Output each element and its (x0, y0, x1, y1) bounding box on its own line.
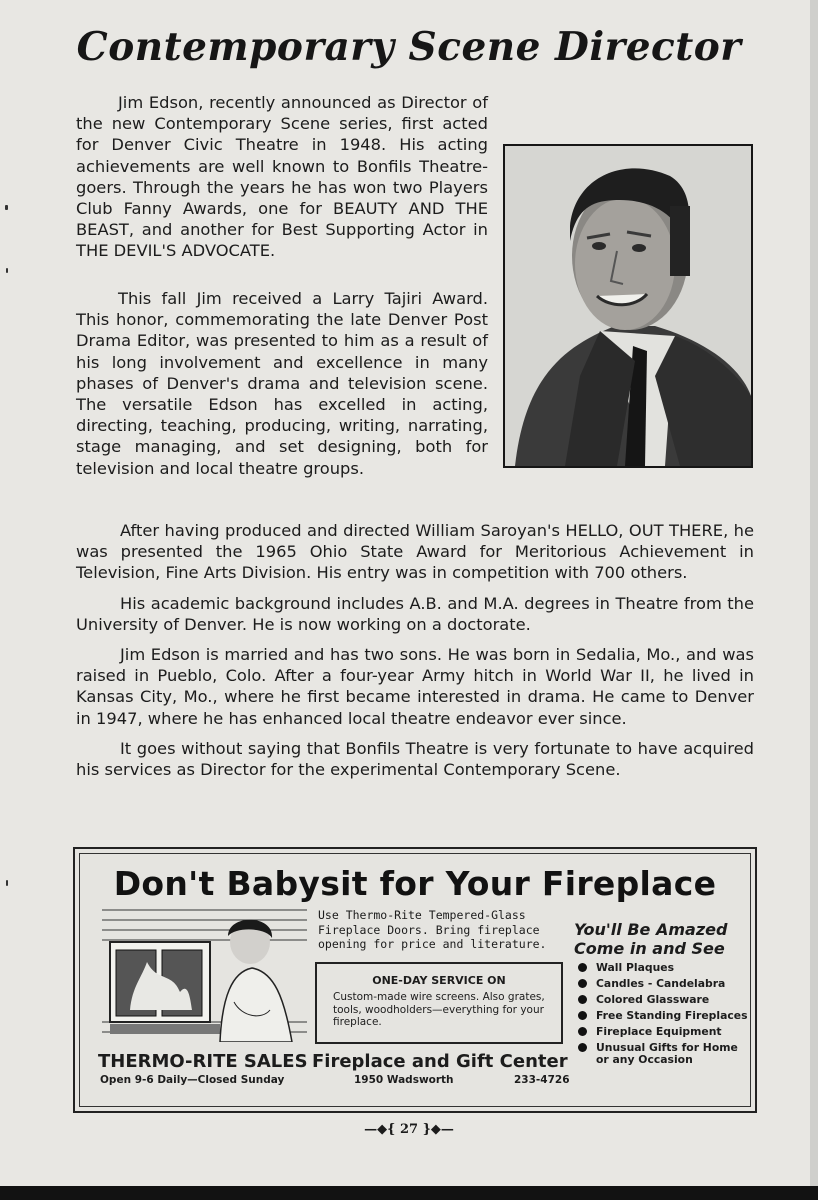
amazed-tagline (574, 920, 744, 958)
amazed-line-2: Come in and See (574, 939, 725, 958)
article-paragraph-1 (76, 92, 488, 262)
page-number-value: 27 (399, 1122, 419, 1137)
scan-mark (6, 268, 8, 273)
list-item (578, 1010, 748, 1022)
company-name: THERMO-RITE SALES (98, 1051, 308, 1072)
amazed-line-1: You'll Be Amazed (574, 920, 728, 939)
list-item (578, 978, 748, 990)
list-item-text: Fireplace Equipment (596, 1025, 722, 1038)
paragraph-text: His academic background includes A.B. and M.A. degrees in Theatre from the University of Denver. He is now working on a doctorate. (76, 593, 754, 634)
store-phone: 233-4726 (514, 1074, 570, 1086)
bullet-icon (578, 1011, 587, 1020)
portrait-illustration (505, 146, 751, 466)
bullet-icon (578, 1043, 587, 1052)
list-item-text: Free Standing Fireplaces (596, 1009, 748, 1022)
paragraph-text: After having produced and directed William Saroyan's HELLO, OUT THERE, he was presented the 1965 Ohio State Award for Meritorious Achievement in Television, Fine Arts Division. His entry was in competition with 700 others. (76, 521, 754, 583)
scan-bottom-edge (0, 1186, 818, 1200)
list-item-text: Candles - Candelabra (596, 977, 726, 990)
list-item (578, 1042, 748, 1066)
list-item-text: Wall Plaques (596, 961, 675, 974)
article-body-full-width (76, 520, 754, 789)
ornament-left-icon: —◆{ (364, 1122, 400, 1137)
ad-inner-border (79, 853, 751, 1107)
list-item-text: Colored Glassware (596, 993, 710, 1006)
list-item (578, 1026, 748, 1038)
gift-item-list (578, 962, 748, 1070)
fireplace-woman-illustration (102, 902, 307, 1042)
store-address: 1950 Wadsworth (354, 1074, 454, 1086)
page-number (0, 1122, 818, 1137)
article-paragraph-2 (76, 288, 488, 479)
portrait-photo (503, 144, 753, 468)
service-body: Custom-made wire screens. Also grates, tools, woodholders—everything for your fireplace. (333, 991, 545, 1028)
ad-headline: Don't Babysit for Your Fireplace (113, 864, 717, 903)
paragraph-text: This fall Jim received a Larry Tajiri Award. This honor, commemorating the late Denver Post Drama Editor, was presented to him as a result of his long involvement and excellence in many phases of Denver's drama and television scene. The versatile Edson has excelled in acting, directing, teaching, producing, writing, narrating, stage managing, and set designing, both for television and local theatre groups. (76, 289, 488, 478)
list-item (578, 962, 748, 974)
ornament-right-icon: }◆— (418, 1122, 454, 1137)
one-day-service-box (315, 962, 563, 1044)
bullet-icon (578, 963, 587, 972)
list-item-text: Unusual Gifts for Home or any Occasion (596, 1041, 738, 1066)
bullet-icon (578, 979, 587, 988)
paragraph-text: Jim Edson is married and has two sons. He was born in Sedalia, Mo., and was raised in Pueblo, Colo. After a four-year Army hitch in World War II, he lived in Kansas City, Mo., where he first became interested in drama. He came to Denver in 1947, where he has enhanced local theatre endeavor ever since. (76, 645, 754, 728)
bullet-icon (578, 995, 587, 1004)
scan-mark (5, 205, 8, 210)
article-title: Contemporary Scene Director (76, 24, 742, 70)
service-title: ONE-DAY SERVICE ON (372, 974, 506, 987)
fireplace-advertisement (73, 847, 757, 1113)
paragraph-text: It goes without saying that Bonfils Theatre is very fortunate to have acquired his services as Director for the experimental Contemporary Scene. (76, 738, 754, 780)
page-edge (810, 0, 818, 1188)
bullet-icon (578, 1027, 587, 1036)
store-hours: Open 9-6 Daily—Closed Sunday (100, 1074, 285, 1086)
scan-mark (6, 880, 8, 886)
store-name: Fireplace and Gift Center (312, 1051, 568, 1072)
list-item (578, 994, 748, 1006)
paragraph-text: Jim Edson, recently announced as Director of the new Contemporary Scene series, first acted for Denver Civic Theatre in 1948. His acting achievements are well known to Bonfils Theatre-goers. Through the years he has won two Players Club Fanny Awards, one for BEAUTY AND THE BEAST, and another for Best Supporting Actor in THE DEVIL'S ADVOCATE. (76, 93, 488, 261)
ad-intro-text: Use Thermo-Rite Tempered-Glass Fireplace Doors. Bring fireplace opening for price and literature. (318, 908, 547, 951)
